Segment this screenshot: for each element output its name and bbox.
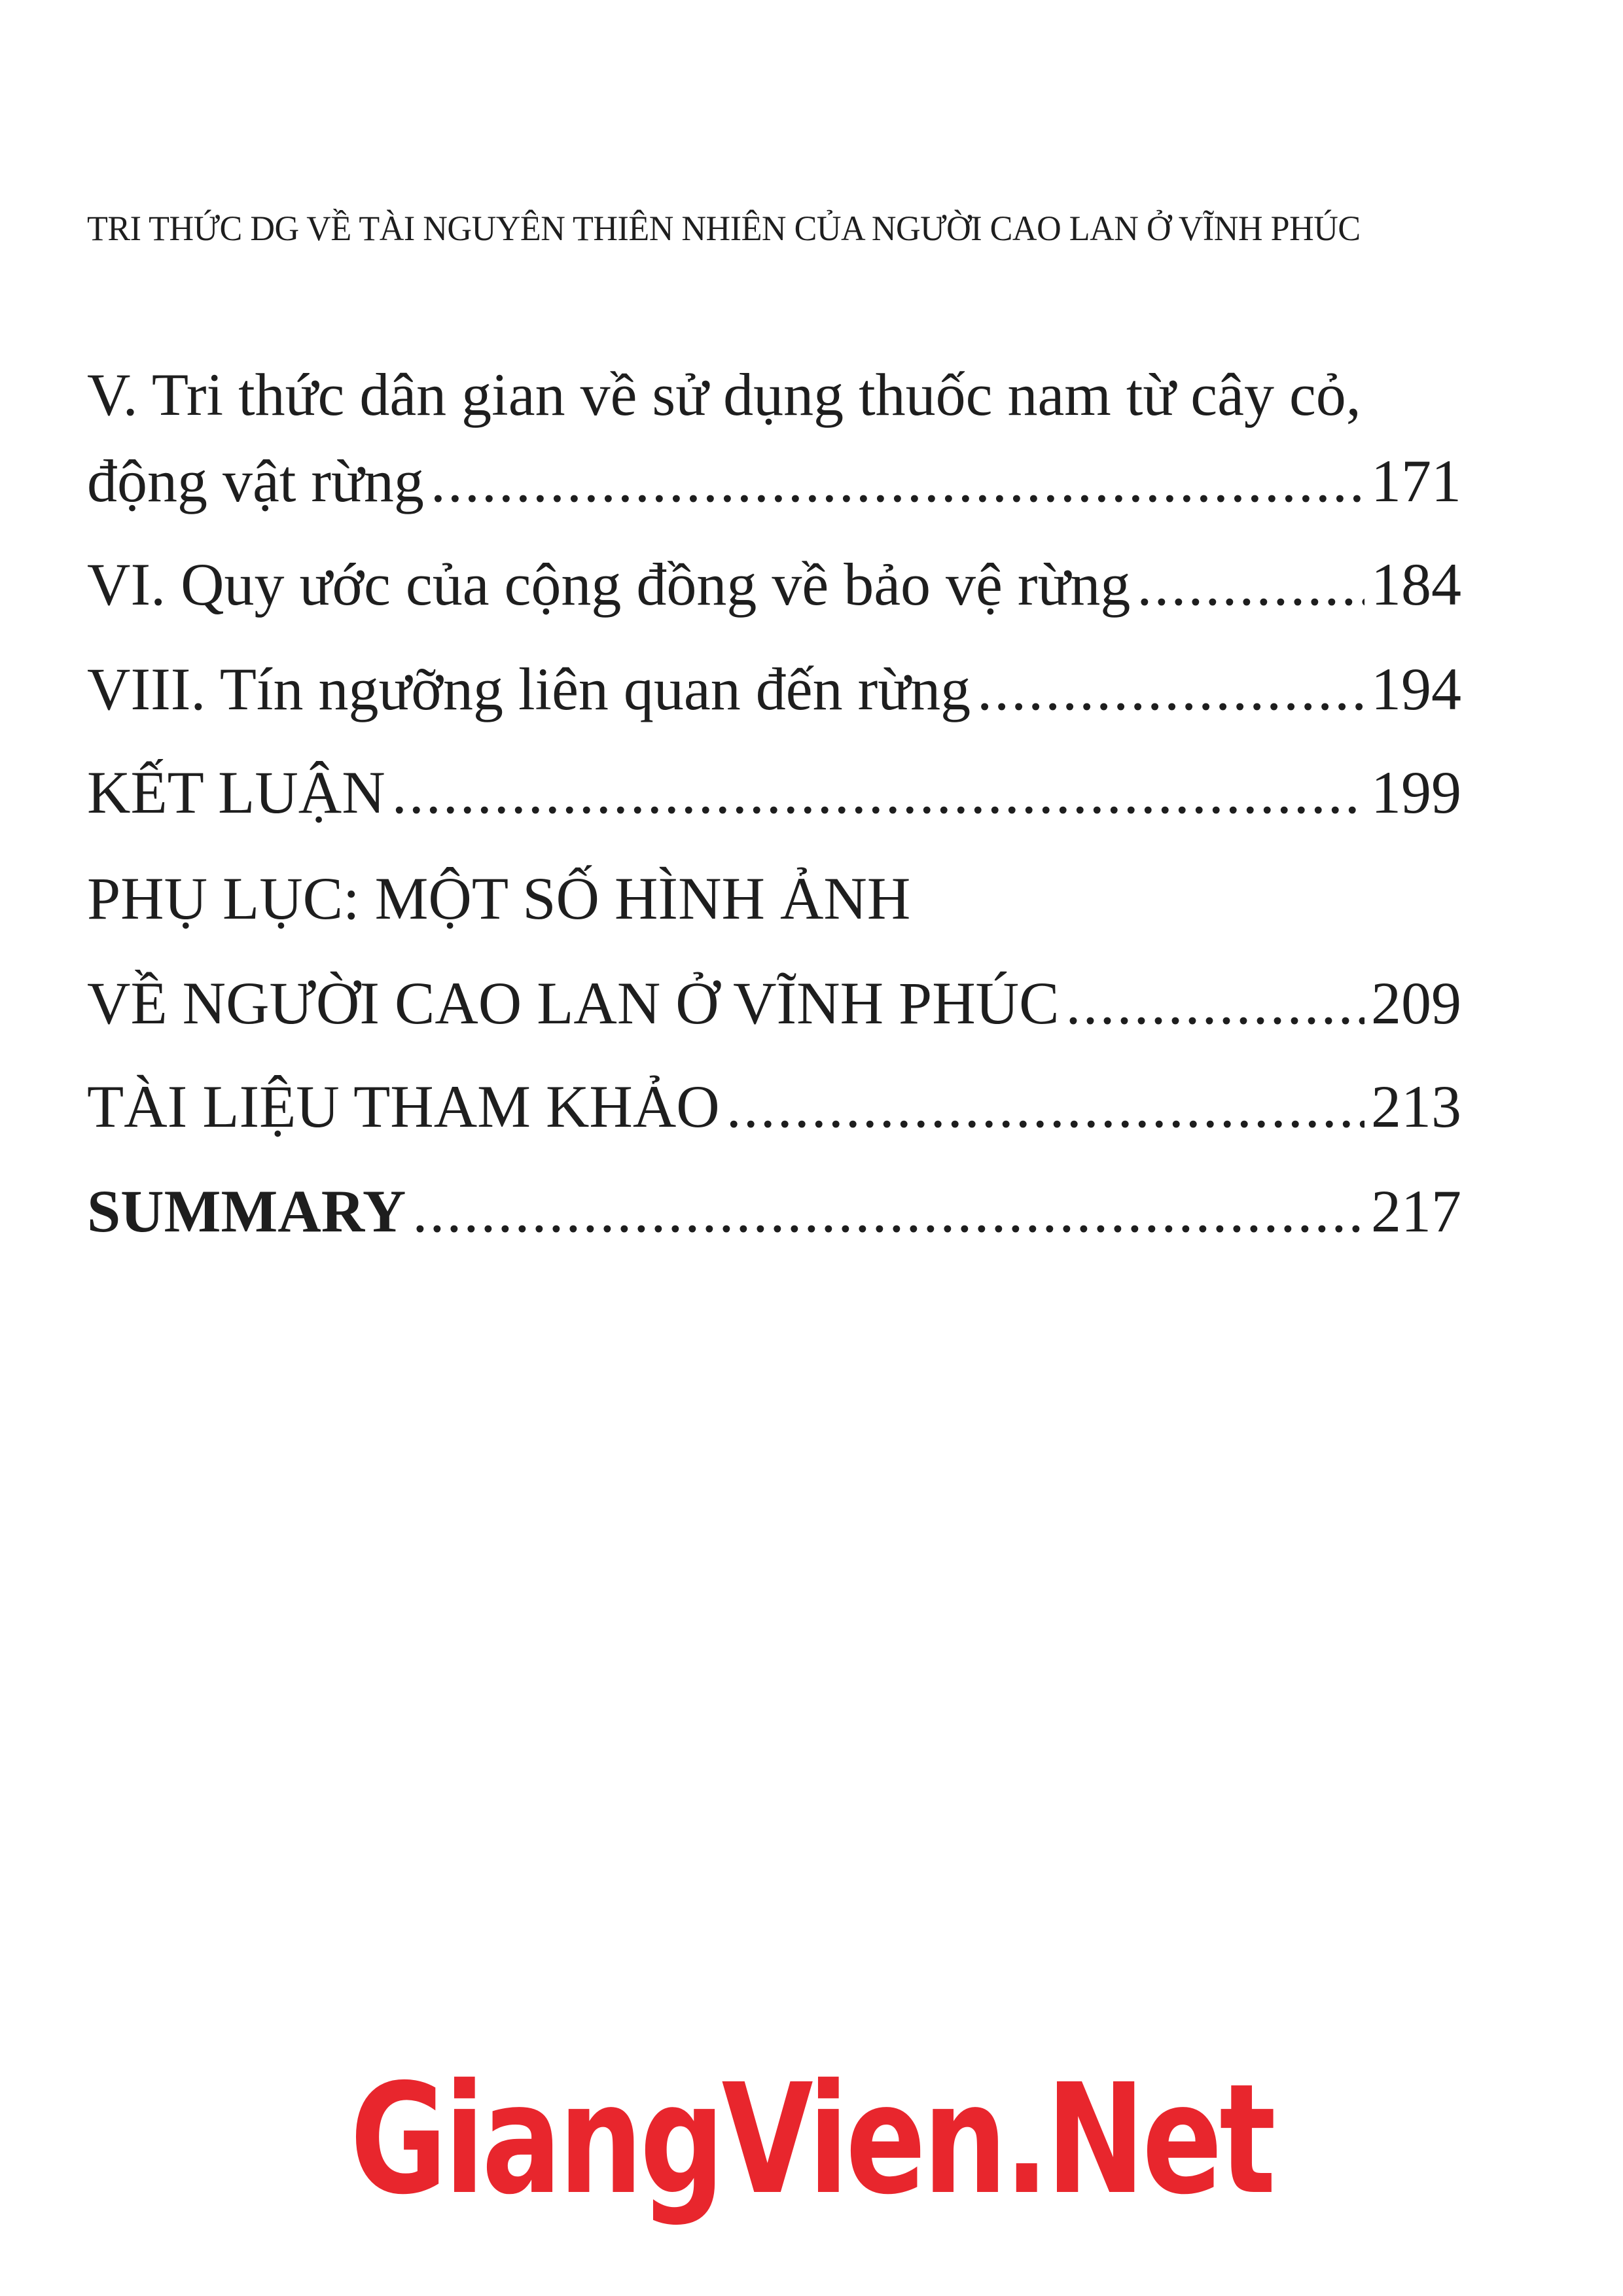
toc-entry-1-line-1: [87, 359, 1461, 431]
toc-page-number: 194: [1371, 656, 1461, 722]
dot-leader: [412, 1175, 1364, 1247]
toc-entry-label: động vật rừng: [87, 448, 424, 514]
toc-entry-2[interactable]: [87, 548, 1461, 620]
dot-leader: [1137, 548, 1364, 620]
toc-page-number: 209: [1371, 970, 1461, 1036]
dot-leader: [392, 756, 1364, 828]
toc-page-number: 199: [1371, 759, 1461, 826]
toc-entry-text: V. Tri thức dân gian về sử dụng thuốc nam từ cây cỏ,: [87, 361, 1361, 428]
toc-page-number: 171: [1371, 448, 1461, 514]
toc-entry-label: KẾT LUẬN: [87, 759, 385, 826]
toc-entry-label: VI. Quy ước của cộng đồng về bảo vệ rừng: [87, 551, 1131, 618]
dot-leader: [726, 1070, 1364, 1142]
toc-entry-3[interactable]: [87, 653, 1461, 725]
toc-entry-5[interactable]: [87, 967, 1461, 1039]
dot-leader: [1065, 967, 1364, 1039]
toc-entry-label: SUMMARY: [87, 1178, 406, 1245]
toc-page-number: 213: [1371, 1073, 1461, 1140]
site-watermark: GiangVien.Net: [349, 2051, 1274, 2228]
toc-entry-1[interactable]: [87, 445, 1461, 517]
toc-entry-text: PHỤ LỤC: MỘT SỐ HÌNH ẢNH: [87, 865, 911, 932]
toc-page-number: 217: [1371, 1178, 1461, 1245]
toc-entry-4[interactable]: [87, 756, 1461, 828]
dot-leader: [431, 445, 1364, 517]
toc-entry-label: TÀI LIỆU THAM KHẢO: [87, 1073, 720, 1140]
toc-entry-5-line-1: [87, 862, 1461, 934]
running-header: TRI THỨC DG VỀ TÀI NGUYÊN THIÊN NHIÊN CỦA NGƯỜI CAO LAN Ở VĨNH PHÚC: [87, 209, 1361, 248]
toc-entry-7[interactable]: [87, 1175, 1461, 1247]
toc-entry-label: VỀ NGƯỜI CAO LAN Ở VĨNH PHÚC: [87, 970, 1060, 1036]
dot-leader: [977, 653, 1364, 725]
toc-entry-label: VIII. Tín ngưỡng liên quan đến rừng: [87, 656, 971, 722]
toc-page-number: 184: [1371, 551, 1461, 618]
toc-entry-6[interactable]: [87, 1070, 1461, 1142]
